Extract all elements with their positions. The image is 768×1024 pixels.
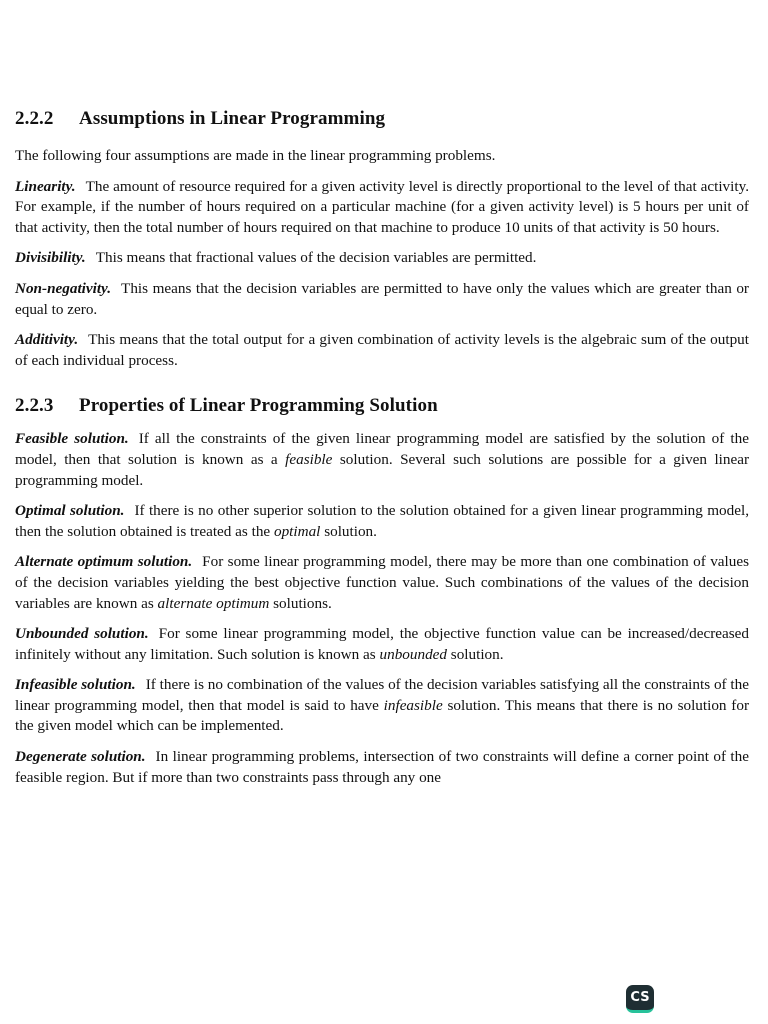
assumption-additivity: [15, 330, 749, 371]
section-title: Assumptions in Linear Programming: [79, 108, 386, 129]
property-emphasis: optimal: [273, 522, 321, 540]
property-emphasis: infeasible: [383, 696, 443, 714]
property-term: Alternate optimum solution.: [15, 553, 193, 571]
property-term: Feasible solution.: [15, 430, 129, 448]
property-degenerate: [15, 747, 749, 788]
property-term: Optimal solution.: [15, 502, 125, 520]
assumption-text: The amount of resource required for a given activity level is directly proportional to the level of that activity. For example, if the number of hours required on a particular machine (for a given activity level) is 5 hours per unit of that activity, then the total number of hours required on that machine to produce 10 units of that activity is 50 hours.: [15, 177, 749, 236]
property-term: Unbounded solution.: [15, 625, 149, 643]
property-infeasible: [15, 675, 749, 737]
property-term: Degenerate solution.: [15, 748, 146, 766]
property-text: If there is no combination of the values of the decision variables satisfying all the constraints of the linear programming model, then that model is said to have: [15, 676, 749, 714]
property-text-tail: solution.: [450, 645, 504, 663]
property-text-tail: solution. This means that there is no solution for the given model which can be implemented.: [15, 696, 750, 735]
assumption-term: Additivity.: [15, 331, 79, 349]
assumption-non-negativity: [15, 279, 749, 320]
assumption-linearity: [15, 177, 749, 239]
property-text-tail: solution. Several such solutions are possible for a given linear programming model.: [15, 450, 750, 489]
property-term: Infeasible solution.: [15, 676, 136, 694]
section-heading-2-2-2: [15, 106, 749, 132]
property-text-tail: solutions.: [273, 594, 332, 612]
property-text: If all the constraints of the given linear programming model are satisfied by the solution of the model, then that solution is known as a: [15, 430, 749, 468]
property-emphasis: unbounded: [379, 645, 447, 663]
assumption-term: Non-negativity.: [15, 279, 112, 297]
property-alternate-optimum: [15, 552, 749, 614]
property-text: For some linear programming model, there may be more than one combination of values of the decision variables yielding the best objective function value. Such combinations of the values of the decision variables are known as: [15, 553, 749, 612]
document-page: [15, 106, 749, 788]
property-emphasis: feasible: [285, 450, 333, 468]
property-text: If there is no other superior solution to the solution obtained for a given linear programming model, then the solution obtained is treated as the: [15, 502, 749, 540]
property-text: In linear programming problems, intersection of two constraints will define a corner point of the feasible region. But if more than two constraints pass through any one: [15, 748, 749, 786]
section-number: 2.2.3: [15, 395, 54, 417]
section-title: Properties of Linear Programming Solution: [79, 395, 438, 417]
property-feasible: [15, 429, 749, 491]
section-number: 2.2.2: [15, 108, 54, 129]
property-text: For some linear programming model, the objective function value can be increased/decreased infinitely without any limitation. Such solution is known as: [15, 625, 749, 663]
section-heading-2-2-3: [15, 393, 749, 419]
camscanner-logo-icon: CS: [626, 985, 654, 1013]
assumption-term: Divisibility.: [15, 249, 86, 267]
assumption-term: Linearity.: [15, 177, 76, 195]
property-optimal: [15, 501, 749, 542]
property-text-tail: solution.: [324, 522, 377, 540]
assumption-text: This means that fractional values of the decision variables are permitted.: [95, 249, 537, 267]
property-unbounded: [15, 624, 749, 665]
assumption-divisibility: [15, 248, 749, 269]
assumption-text: This means that the total output for a given combination of activity levels is the algebraic sum of the output of each individual process.: [15, 331, 749, 369]
section-intro: The following four assumptions are made in the linear programming problems.: [15, 147, 496, 164]
assumption-text: This means that the decision variables are permitted to have only the values which are greater than or equal to zero.: [15, 279, 749, 318]
property-emphasis: alternate optimum: [157, 594, 270, 612]
